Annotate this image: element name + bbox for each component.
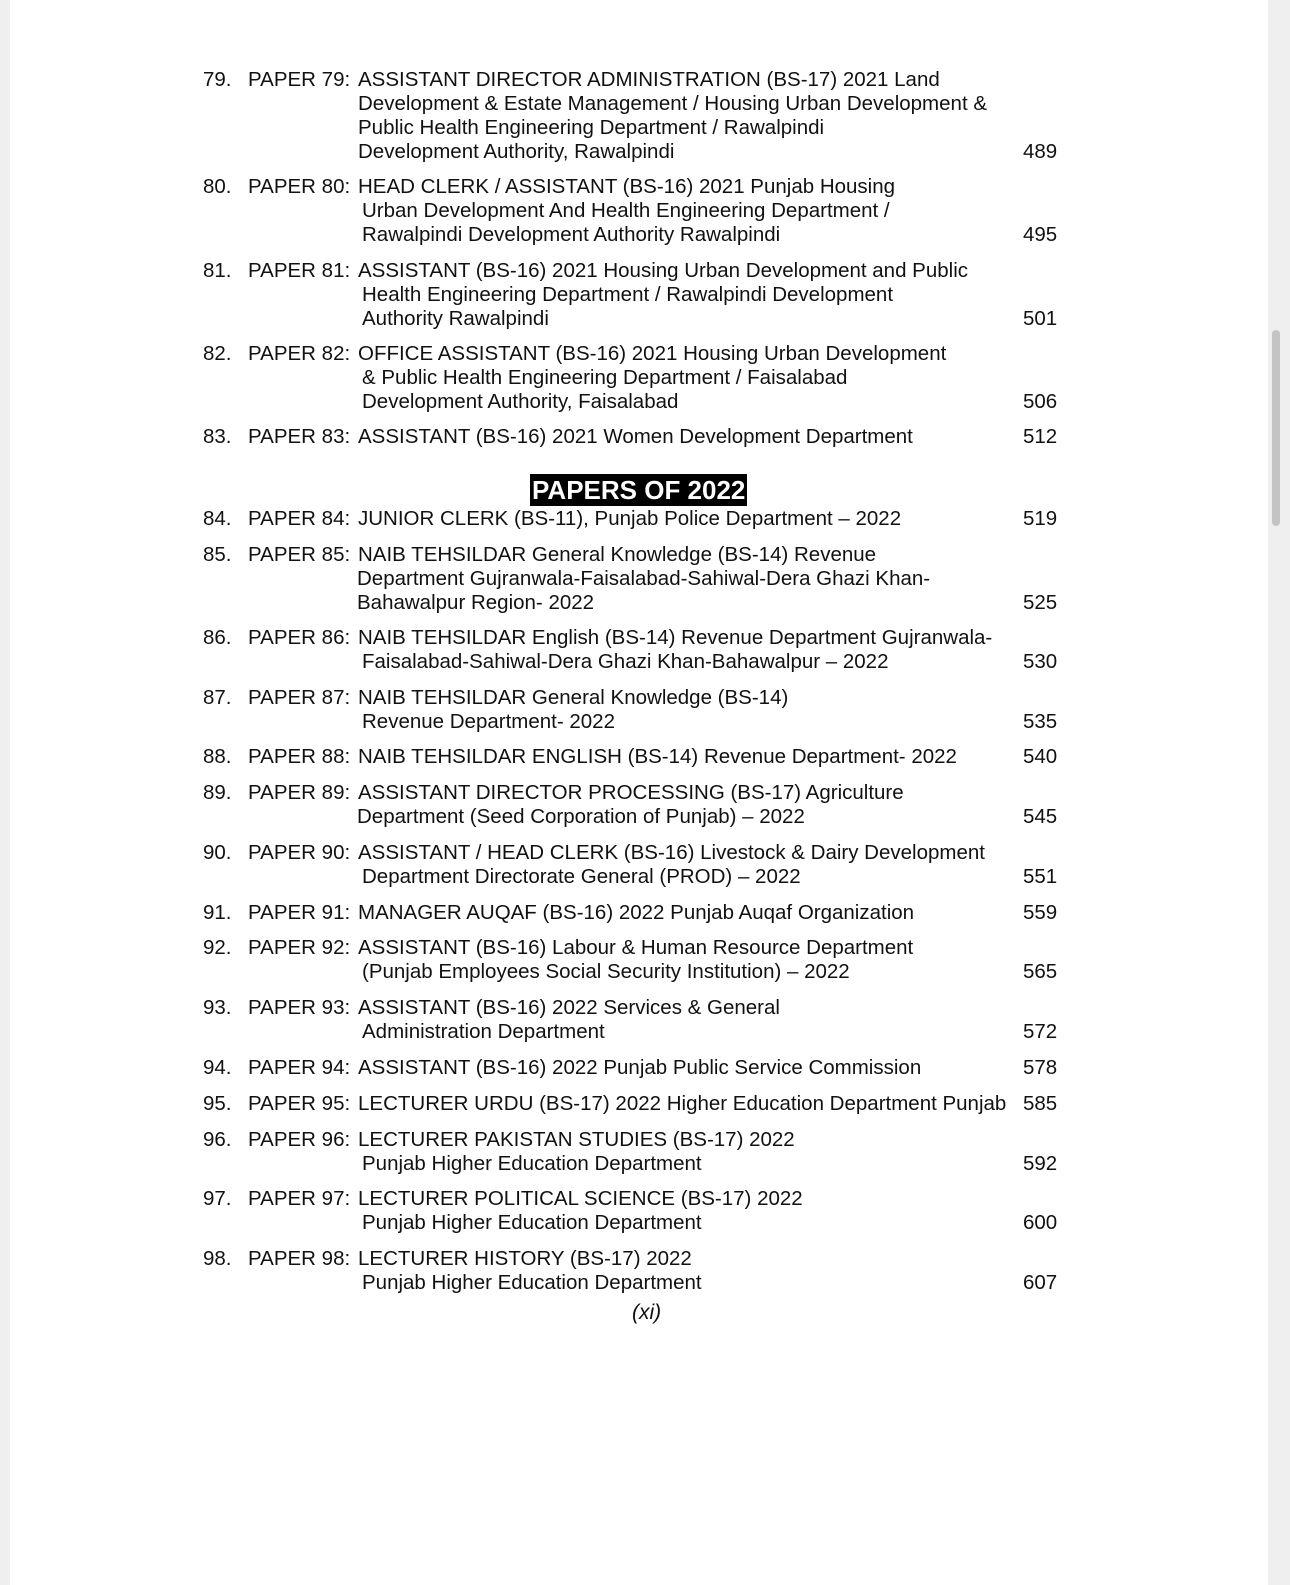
entry-number: 91. — [203, 901, 232, 924]
entry-title-line: NAIB TEHSILDAR General Knowledge (BS-14) — [358, 686, 789, 709]
paper-label: PAPER 79: — [248, 68, 351, 91]
entry-number: 96. — [203, 1128, 232, 1151]
paper-label: PAPER 81: — [248, 259, 351, 282]
entry-title-line: Punjab Higher Education Department — [362, 1211, 702, 1234]
entry-title-line: NAIB TEHSILDAR English (BS-14) Revenue Department Gujranwala- — [358, 626, 993, 649]
entry-title-line: Bahawalpur Region- 2022 — [357, 591, 595, 614]
entry-title-line: NAIB TEHSILDAR General Knowledge (BS-14) Revenue — [358, 543, 877, 566]
page-number: (xi) — [632, 1301, 662, 1324]
entry-title-line: MANAGER AUQAF (BS-16) 2022 Punjab Auqaf Organization — [358, 901, 915, 924]
entry-title-line: ASSISTANT (BS-16) 2022 Services & General — [358, 996, 780, 1019]
entry-number: 79. — [203, 68, 232, 91]
paper-label: PAPER 95: — [248, 1092, 351, 1115]
entry-title-line: Department Gujranwala-Faisalabad-Sahiwal-Dera Ghazi Khan- — [357, 567, 931, 590]
entry-page-number: 572 — [1023, 1020, 1058, 1043]
entry-page-number: 506 — [1023, 390, 1058, 413]
entry-title-line: Department Directorate General (PROD) – 2022 — [362, 865, 801, 888]
entry-page-number: 519 — [1023, 507, 1058, 530]
toc-entry[interactable] — [10, 781, 1268, 829]
entry-title-line: ASSISTANT (BS-16) 2021 Housing Urban Development and Public — [358, 259, 968, 282]
paper-label: PAPER 80: — [248, 175, 351, 198]
toc-entry[interactable] — [10, 425, 1268, 449]
toc-entry[interactable] — [10, 996, 1268, 1044]
entry-number: 92. — [203, 936, 232, 959]
entry-number: 83. — [203, 425, 232, 448]
toc-entry[interactable] — [10, 1187, 1268, 1235]
paper-label: PAPER 87: — [248, 686, 351, 709]
entry-title-line: Health Engineering Department / Rawalpindi Development — [362, 283, 894, 306]
entry-page-number: 512 — [1023, 425, 1058, 448]
entry-page-number: 551 — [1023, 865, 1058, 888]
entry-title-line: & Public Health Engineering Department / Faisalabad — [362, 366, 848, 389]
entry-page-number: 489 — [1023, 140, 1058, 163]
entry-number: 97. — [203, 1187, 232, 1210]
toc-entry[interactable] — [10, 259, 1268, 331]
paper-label: PAPER 86: — [248, 626, 351, 649]
entry-title-line: JUNIOR CLERK (BS-11), Punjab Police Department – 2022 — [358, 507, 902, 530]
entry-title-line: LECTURER URDU (BS-17) 2022 Higher Education Department Punjab — [358, 1092, 1007, 1115]
entry-number: 89. — [203, 781, 232, 804]
entry-title-line: Faisalabad-Sahiwal-Dera Ghazi Khan-Bahawalpur – 2022 — [362, 650, 889, 673]
paper-label: PAPER 84: — [248, 507, 351, 530]
paper-label: PAPER 88: — [248, 745, 351, 768]
section-heading: PAPERS OF 2022 — [532, 475, 746, 505]
entry-title-line: Revenue Department- 2022 — [362, 710, 615, 733]
toc-entry[interactable] — [10, 841, 1268, 889]
entry-page-number: 540 — [1023, 745, 1058, 768]
entry-number: 86. — [203, 626, 232, 649]
entry-page-number: 530 — [1023, 650, 1058, 673]
entry-title-line: ASSISTANT DIRECTOR ADMINISTRATION (BS-17) 2021 Land — [358, 68, 940, 91]
entry-title-line: Department (Seed Corporation of Punjab) – 2022 — [357, 805, 805, 828]
entry-page-number: 607 — [1023, 1271, 1058, 1294]
entry-number: 87. — [203, 686, 232, 709]
entry-number: 98. — [203, 1247, 232, 1270]
entry-title-line: HEAD CLERK / ASSISTANT (BS-16) 2021 Punjab Housing — [358, 175, 896, 198]
entry-number: 84. — [203, 507, 232, 530]
toc-entry[interactable] — [10, 175, 1268, 247]
toc-entry[interactable] — [10, 686, 1268, 734]
toc-entry[interactable] — [10, 1056, 1268, 1080]
toc-entry[interactable] — [10, 68, 1268, 164]
entry-title-line: ASSISTANT (BS-16) 2022 Punjab Public Service Commission — [358, 1056, 922, 1079]
document-page — [10, 0, 1268, 1585]
entry-title-line: Administration Department — [362, 1020, 605, 1043]
toc-entry[interactable] — [10, 1247, 1268, 1295]
entry-page-number: 525 — [1023, 591, 1058, 614]
paper-label: PAPER 85: — [248, 543, 351, 566]
scrollbar-thumb[interactable] — [1272, 330, 1280, 526]
entry-title-line: ASSISTANT (BS-16) 2021 Women Development Department — [358, 425, 913, 448]
entry-title-line: Punjab Higher Education Department — [362, 1152, 702, 1175]
paper-label: PAPER 91: — [248, 901, 351, 924]
entry-title-line: LECTURER HISTORY (BS-17) 2022 — [358, 1247, 692, 1270]
toc-entry[interactable] — [10, 1092, 1268, 1116]
paper-label: PAPER 90: — [248, 841, 351, 864]
entry-number: 81. — [203, 259, 232, 282]
paper-label: PAPER 92: — [248, 936, 351, 959]
entry-title-line: NAIB TEHSILDAR ENGLISH (BS-14) Revenue Department- 2022 — [358, 745, 957, 768]
paper-label: PAPER 94: — [248, 1056, 351, 1079]
paper-label: PAPER 98: — [248, 1247, 351, 1270]
entry-page-number: 501 — [1023, 307, 1058, 330]
entry-title-line: ASSISTANT DIRECTOR PROCESSING (BS-17) Agriculture — [358, 781, 904, 804]
entry-title-line: Development Authority, Rawalpindi — [358, 140, 675, 163]
entry-title-line: OFFICE ASSISTANT (BS-16) 2021 Housing Urban Development — [358, 342, 947, 365]
entry-title-line: Rawalpindi Development Authority Rawalpindi — [362, 223, 781, 246]
entry-title-line: Development & Estate Management / Housing Urban Development & — [358, 92, 988, 115]
entry-number: 88. — [203, 745, 232, 768]
entry-page-number: 578 — [1023, 1056, 1058, 1079]
entry-title-line: LECTURER PAKISTAN STUDIES (BS-17) 2022 — [358, 1128, 795, 1151]
entry-title-line: Punjab Higher Education Department — [362, 1271, 702, 1294]
toc-entry[interactable] — [10, 626, 1268, 674]
entry-title-line: ASSISTANT (BS-16) Labour & Human Resource Department — [358, 936, 914, 959]
toc-entry[interactable] — [10, 342, 1268, 414]
paper-label: PAPER 96: — [248, 1128, 351, 1151]
entry-page-number: 559 — [1023, 901, 1058, 924]
entry-title-line: Authority Rawalpindi — [362, 307, 549, 330]
toc-entry[interactable] — [10, 936, 1268, 984]
paper-label: PAPER 93: — [248, 996, 351, 1019]
entry-page-number: 495 — [1023, 223, 1058, 246]
entry-number: 85. — [203, 543, 232, 566]
paper-label: PAPER 83: — [248, 425, 351, 448]
entry-title-line: ASSISTANT / HEAD CLERK (BS-16) Livestock & Dairy Development — [358, 841, 985, 864]
entry-page-number: 545 — [1023, 805, 1058, 828]
entry-number: 90. — [203, 841, 232, 864]
entry-title-line: LECTURER POLITICAL SCIENCE (BS-17) 2022 — [358, 1187, 803, 1210]
entry-page-number: 600 — [1023, 1211, 1058, 1234]
entry-number: 82. — [203, 342, 232, 365]
entry-number: 93. — [203, 996, 232, 1019]
entry-title-line: (Punjab Employees Social Security Institution) – 2022 — [362, 960, 850, 983]
toc-entry[interactable] — [10, 745, 1268, 769]
paper-label: PAPER 89: — [248, 781, 351, 804]
toc-entry[interactable] — [10, 507, 1268, 531]
toc-entry[interactable] — [10, 901, 1268, 925]
toc-entry[interactable] — [10, 543, 1268, 615]
entry-number: 80. — [203, 175, 232, 198]
entry-page-number: 535 — [1023, 710, 1058, 733]
paper-label: PAPER 82: — [248, 342, 351, 365]
entry-page-number: 585 — [1023, 1092, 1058, 1115]
entry-page-number: 592 — [1023, 1152, 1058, 1175]
entry-title-line: Development Authority, Faisalabad — [362, 390, 679, 413]
entry-title-line: Public Health Engineering Department / Rawalpindi — [358, 116, 825, 139]
paper-label: PAPER 97: — [248, 1187, 351, 1210]
entry-page-number: 565 — [1023, 960, 1058, 983]
entry-title-line: Urban Development And Health Engineering Department / — [362, 199, 890, 222]
entry-number: 94. — [203, 1056, 232, 1079]
entry-number: 95. — [203, 1092, 232, 1115]
toc-entry[interactable] — [10, 1128, 1268, 1176]
